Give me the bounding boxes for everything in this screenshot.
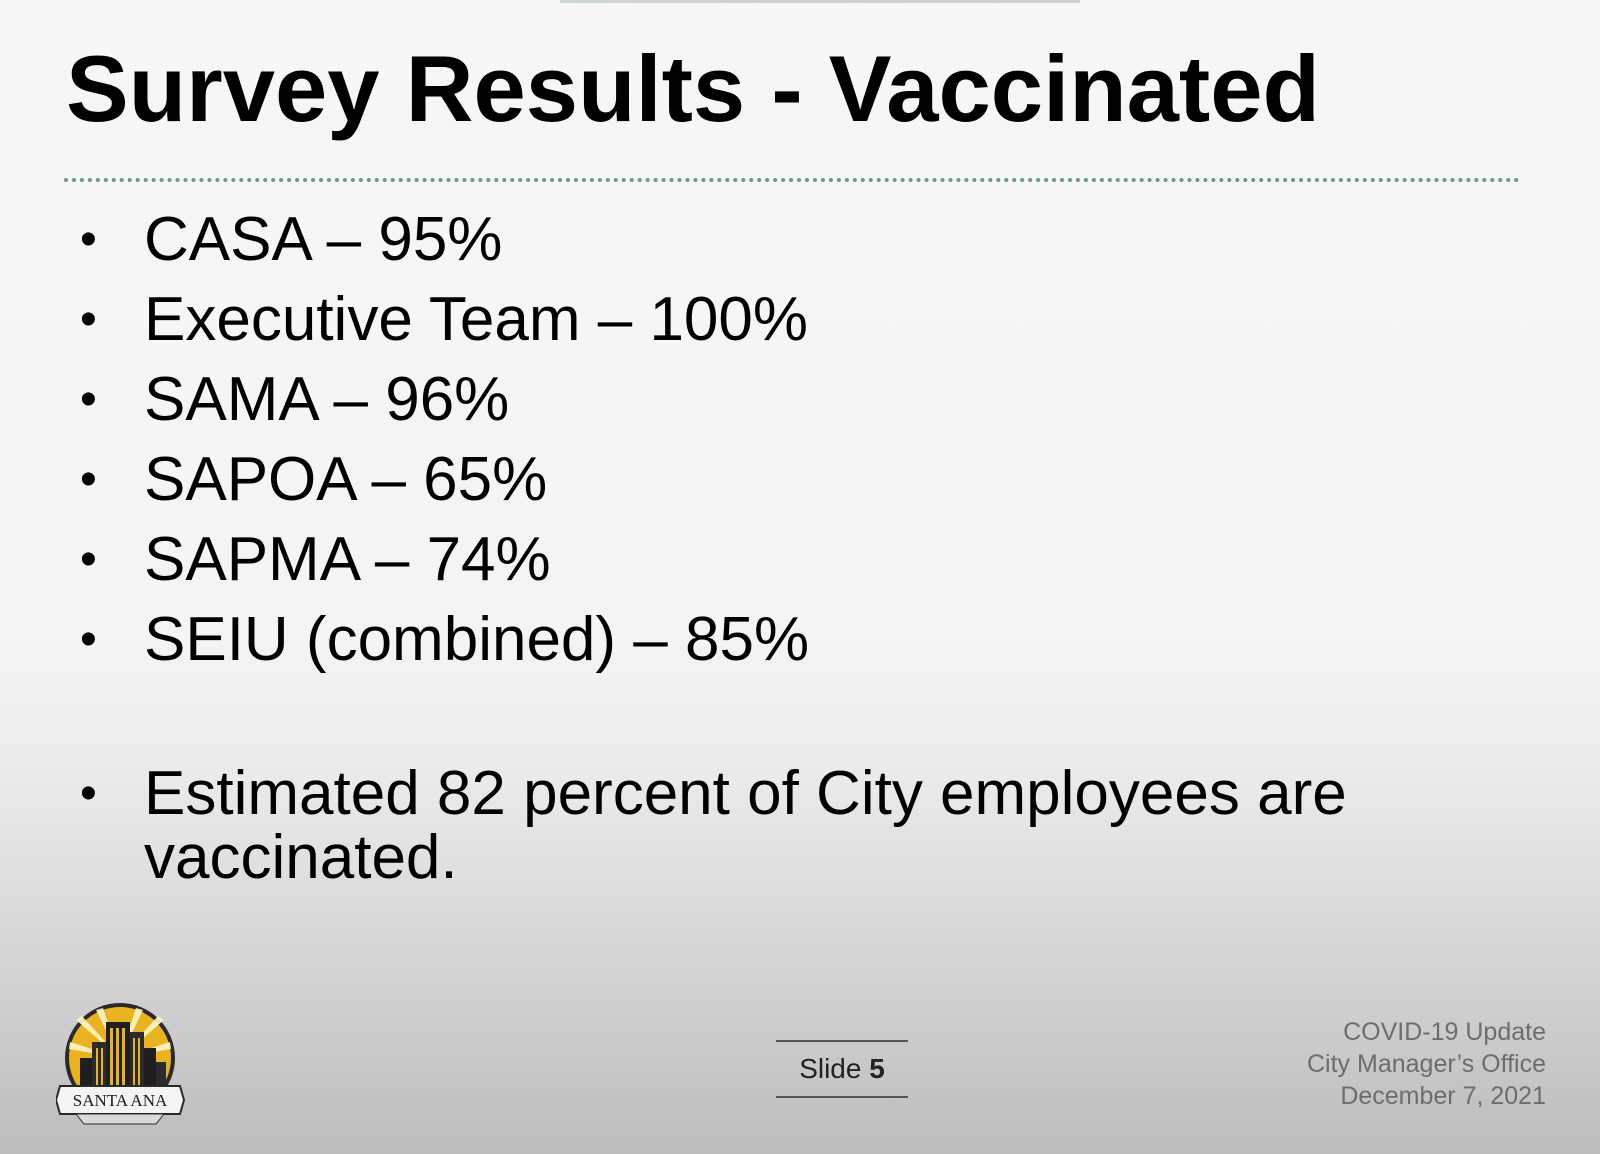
result-casa: CASA – 95% (144, 205, 503, 274)
bullet-icon: • (80, 533, 97, 586)
list-item (0, 200, 809, 280)
list-item (0, 360, 809, 440)
city-seal-icon (56, 1002, 188, 1128)
summary-list (0, 759, 1520, 892)
bullet-icon: • (80, 613, 97, 666)
result-executive-team: Executive Team – 100% (144, 285, 809, 354)
bullet-icon: • (80, 293, 97, 346)
slide-title: Survey Results - Vaccinated (66, 36, 1320, 141)
bullet-icon: • (80, 453, 97, 506)
footer-line-3: December 7, 2021 (1340, 1082, 1546, 1110)
results-list (0, 200, 809, 680)
slide-number: 5 (869, 1053, 885, 1084)
list-item (0, 520, 809, 600)
slide-label: Slide (799, 1053, 870, 1084)
summary-item (0, 759, 1520, 892)
footer-line-1: COVID-19 Update (1343, 1018, 1546, 1046)
summary-text: Estimated 82 percent of City employees are vaccinated. (144, 759, 1347, 892)
slide-number-box (776, 1040, 908, 1098)
top-accent-bar (560, 0, 1080, 3)
santa-ana-seal-logo (56, 1002, 188, 1128)
title-divider (64, 178, 1520, 182)
footer-info (1307, 1016, 1546, 1112)
bullet-icon: • (80, 213, 97, 266)
bullet-icon: • (80, 767, 97, 820)
list-item (0, 440, 809, 520)
result-seiu: SEIU (combined) – 85% (144, 605, 810, 674)
list-item (0, 280, 809, 360)
bullet-icon: • (80, 373, 97, 426)
list-item (0, 600, 809, 680)
footer-line-2: City Manager’s Office (1307, 1050, 1546, 1078)
result-sapma: SAPMA – 74% (144, 525, 551, 594)
result-sama: SAMA – 96% (144, 365, 510, 434)
result-sapoa: SAPOA – 65% (144, 445, 548, 514)
logo-text: SANTA ANA (72, 1091, 168, 1110)
